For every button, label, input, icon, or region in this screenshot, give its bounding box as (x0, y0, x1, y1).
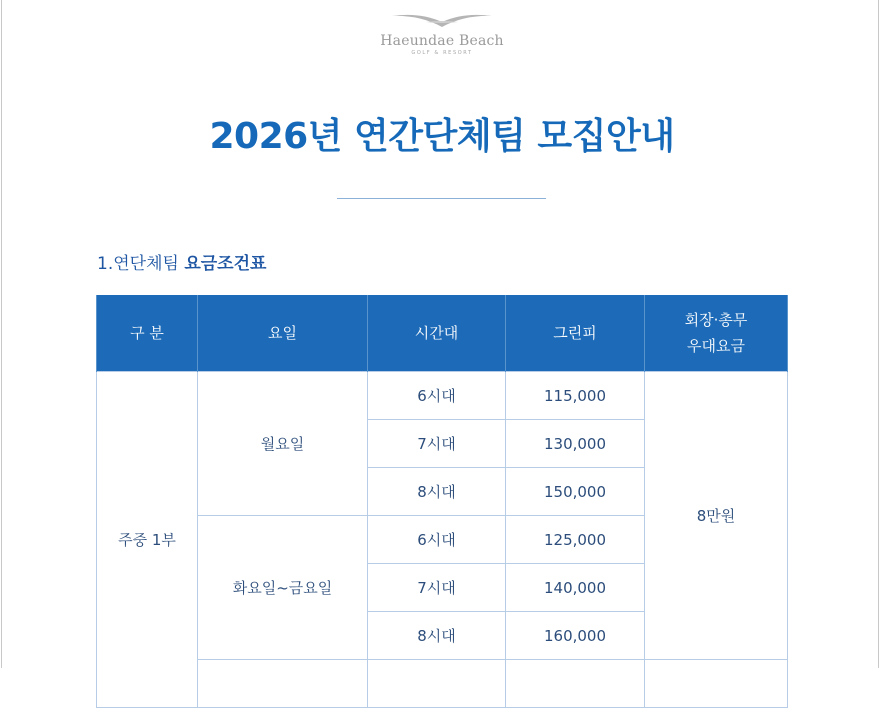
header-discount-line1: 회장·총무 (684, 311, 748, 329)
logo-name: Haeundae Beach (380, 33, 504, 49)
time-cell: 8시대 (368, 468, 506, 516)
time-cell: 6시대 (368, 516, 506, 564)
fee-cell: 150,000 (506, 468, 645, 516)
day-cell: 화요일~금요일 (198, 516, 368, 660)
title-divider (337, 198, 546, 199)
logo-subtitle: GOLF & RESORT (411, 50, 473, 56)
time-cell: 6시대 (368, 372, 506, 420)
category-cell: 주중 1부 (97, 372, 198, 708)
rate-table (96, 295, 788, 708)
discount-cell: 8만원 (645, 372, 788, 660)
wave-logo-icon (390, 10, 494, 32)
table-row (97, 660, 788, 708)
discount-cell (645, 660, 788, 708)
header-day: 요일 (198, 295, 368, 372)
header-time: 시간대 (368, 295, 506, 372)
table-row (97, 372, 788, 420)
header-category: 구 분 (97, 295, 198, 372)
day-cell (198, 660, 368, 708)
header-greenfee: 그린피 (506, 295, 645, 372)
section-title-bold: 요금조건표 (184, 254, 267, 274)
fee-cell: 160,000 (506, 612, 645, 660)
time-cell: 8시대 (368, 612, 506, 660)
fee-cell (506, 660, 645, 708)
fee-cell: 115,000 (506, 372, 645, 420)
header-discount (645, 295, 788, 372)
section-title (97, 249, 266, 274)
fee-cell: 130,000 (506, 420, 645, 468)
page-title: 2026년 연간단체팀 모집안내 (209, 116, 675, 157)
time-cell: 7시대 (368, 564, 506, 612)
table-header-row (97, 295, 788, 372)
time-cell (368, 660, 506, 708)
section-title-prefix: 1.연단체팀 (97, 254, 179, 274)
header-discount-line2: 우대요금 (687, 337, 745, 355)
fee-cell: 140,000 (506, 564, 645, 612)
day-cell: 월요일 (198, 372, 368, 516)
fee-cell: 125,000 (506, 516, 645, 564)
resort-logo (0, 10, 884, 56)
time-cell: 7시대 (368, 420, 506, 468)
